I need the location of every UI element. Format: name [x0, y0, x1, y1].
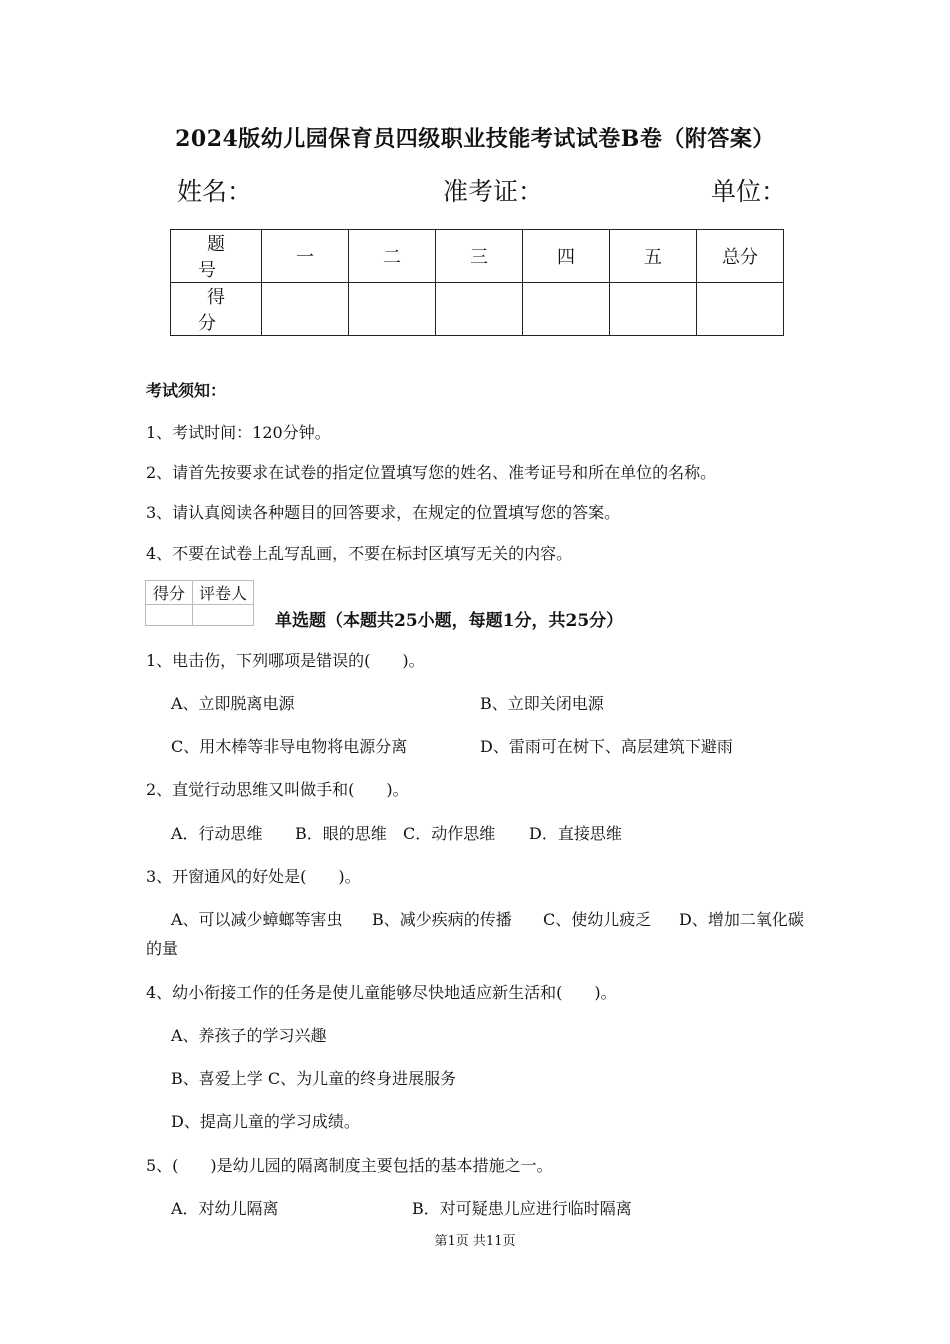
notes-heading: 考试须知：: [146, 381, 227, 400]
score-header-cell: 总分: [697, 230, 784, 283]
option-c: C．动作思维: [403, 824, 496, 843]
option-d: D、提高儿童的学习成绩。: [171, 1112, 360, 1131]
unit-field-label: 单位：: [711, 177, 787, 206]
option-b: B．对可疑患儿应进行临时隔离: [412, 1199, 632, 1218]
score-header-cell: 一: [262, 230, 349, 283]
score-cell[interactable]: [697, 283, 784, 336]
grader-score-label: 得分: [146, 581, 193, 605]
question-stem: 3、开窗通风的好处是( )。: [146, 867, 361, 886]
question-stem: 5、( )是幼儿园的隔离制度主要包括的基本措施之一。: [146, 1156, 553, 1175]
option-b: B．眼的思维: [295, 824, 387, 843]
score-header-cell: 三: [436, 230, 523, 283]
score-cell[interactable]: [523, 283, 610, 336]
score-table: [170, 229, 784, 336]
note-item: 4、不要在试卷上乱写乱画，不要在标封区填写无关的内容。: [146, 544, 573, 563]
grader-reviewer-cell[interactable]: [193, 605, 254, 626]
page-footer: 第1页 共11页: [434, 1234, 516, 1249]
option-d-continued: 的量: [146, 939, 179, 958]
option-a: A、养孩子的学习兴趣: [171, 1026, 327, 1045]
option-c: C、使幼儿疲乏: [543, 910, 652, 929]
name-field-label: 姓名：: [177, 177, 253, 206]
score-header-cell: 题 号: [171, 230, 262, 283]
score-header-cell: 五: [610, 230, 697, 283]
option-a: A、立即脱离电源: [171, 694, 295, 713]
question-stem: 4、幼小衔接工作的任务是使儿童能够尽快地适应新生活和( )。: [146, 983, 617, 1002]
score-header-cell: 二: [349, 230, 436, 283]
ticket-field-label: 准考证：: [443, 177, 544, 206]
option-b: B、立即关闭电源: [480, 694, 604, 713]
score-cell[interactable]: [349, 283, 436, 336]
option-d: D．直接思维: [529, 824, 622, 843]
score-row-label: 得 分: [171, 283, 262, 336]
section-title: 单选题（本题共25小题，每题1分，共25分）: [275, 611, 624, 631]
option-b: B、减少疾病的传播: [372, 910, 512, 929]
option-d: D、增加二氧化碳: [679, 910, 804, 929]
option-c: C、用木棒等非导电物将电源分离: [171, 737, 408, 756]
note-item: 3、请认真阅读各种题目的回答要求，在规定的位置填写您的答案。: [146, 503, 621, 522]
grader-score-cell[interactable]: [146, 605, 193, 626]
note-item: 1、考试时间：120分钟。: [146, 423, 331, 442]
option-a: A、可以减少蟑螂等害虫: [171, 910, 343, 929]
score-cell[interactable]: [610, 283, 697, 336]
score-cell[interactable]: [436, 283, 523, 336]
exam-title: 2024版幼儿园保育员四级职业技能考试试卷B卷（附答案）: [175, 126, 775, 152]
grader-box: [145, 580, 254, 626]
option-a: A．行动思维: [171, 824, 263, 843]
note-item: 2、请首先按要求在试卷的指定位置填写您的姓名、准考证号和所在单位的名称。: [146, 463, 717, 482]
option-a: A．对幼儿隔离: [171, 1199, 279, 1218]
score-header-cell: 四: [523, 230, 610, 283]
question-stem: 2、直觉行动思维又叫做手和( )。: [146, 780, 409, 799]
option-d: D、雷雨可在树下、高层建筑下避雨: [480, 737, 733, 756]
grader-reviewer-label: 评卷人: [193, 581, 254, 605]
option-bc: B、喜爱上学 C、为儿童的终身进展服务: [171, 1069, 457, 1088]
question-stem: 1、电击伤，下列哪项是错误的( )。: [146, 651, 425, 670]
